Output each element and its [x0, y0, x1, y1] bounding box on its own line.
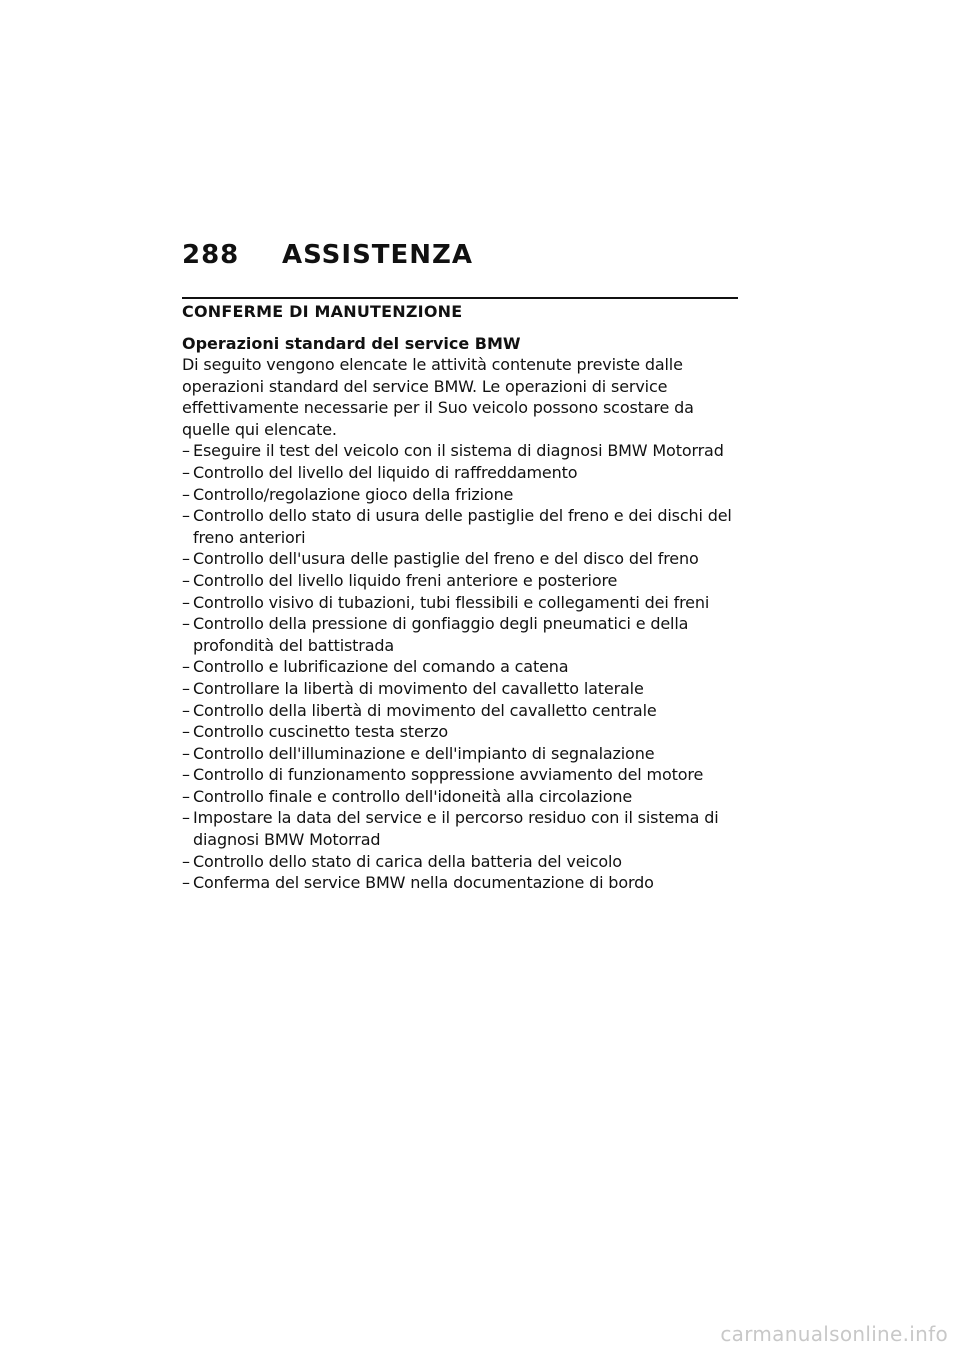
page-number: 288	[182, 240, 240, 270]
task-list-item	[182, 570, 738, 592]
task-text: Controllo cuscinetto testa sterzo	[193, 722, 448, 742]
task-text: Controllo e lubrificazione del comando a catena	[193, 657, 569, 677]
task-list-item	[182, 505, 738, 548]
task-list-item	[182, 851, 738, 873]
task-list-item	[182, 807, 738, 850]
task-list-item	[182, 700, 738, 722]
dash-bullet: –	[182, 484, 190, 504]
task-text: Controllo/regolazione gioco della frizione	[193, 484, 514, 504]
task-text: Controllo visivo di tubazioni, tubi flessibili e collegamenti dei freni	[193, 592, 710, 612]
task-text: Controllo dello stato di carica della batteria del veicolo	[193, 851, 622, 871]
subsection-title: Operazioni standard del service BMW	[182, 334, 521, 353]
task-list-item	[182, 548, 738, 570]
task-text: Controllo della pressione di gonfiaggio degli pneumatici e della profondità del battistrada	[193, 614, 689, 655]
task-list-item	[182, 678, 738, 700]
dash-bullet: –	[182, 851, 190, 871]
task-text: Controllo del livello del liquido di raffreddamento	[193, 462, 578, 482]
watermark-text: carmanualsonline.info	[720, 1322, 948, 1346]
task-list-item	[182, 656, 738, 678]
task-list-item	[182, 613, 738, 656]
dash-bullet: –	[182, 700, 190, 720]
task-list-item	[182, 484, 738, 506]
task-text: Controllo del livello liquido freni anteriore e posteriore	[193, 570, 618, 590]
dash-bullet: –	[182, 722, 190, 742]
task-text: Conferma del service BMW nella documentazione di bordo	[193, 873, 654, 893]
dash-bullet: –	[182, 808, 190, 828]
task-text: Controllo dell'illuminazione e dell'impianto di segnalazione	[193, 743, 655, 763]
task-text: Controllo dello stato di usura delle pastiglie del freno e dei dischi del freno anteriori	[193, 506, 732, 547]
page-header	[182, 240, 738, 280]
task-text: Controllo finale e controllo dell'idoneità alla circolazione	[193, 786, 633, 806]
dash-bullet: –	[182, 570, 190, 590]
task-list-item	[182, 872, 738, 894]
dash-bullet: –	[182, 765, 190, 785]
dash-bullet: –	[182, 549, 190, 569]
dash-bullet: –	[182, 462, 190, 482]
maintenance-task-list	[182, 440, 738, 893]
task-list-item	[182, 786, 738, 808]
task-list-item	[182, 592, 738, 614]
dash-bullet: –	[182, 786, 190, 806]
task-list-item	[182, 764, 738, 786]
task-list-item	[182, 743, 738, 765]
manual-page	[182, 240, 738, 894]
dash-bullet: –	[182, 592, 190, 612]
task-list-item	[182, 462, 738, 484]
dash-bullet: –	[182, 678, 190, 698]
task-text: Controllo dell'usura delle pastiglie del freno e del disco del freno	[193, 549, 699, 569]
intro-paragraph: Di seguito vengono elencate le attività contenute previste dalle operazioni standard del service BMW. Le operazioni di service effettivamente necessarie per il Suo veicolo possono scostare da quelle qui elencate.	[182, 355, 694, 439]
section-title: CONFERME DI MANUTENZIONE	[182, 297, 738, 323]
task-text: Impostare la data del service e il percorso residuo con il sistema di diagnosi BMW Motorrad	[193, 808, 719, 850]
dash-bullet: –	[182, 441, 190, 461]
dash-bullet: –	[182, 506, 190, 526]
task-list-item	[182, 721, 738, 743]
dash-bullet: –	[182, 657, 190, 677]
task-text: Eseguire il test del veicolo con il sistema di diagnosi BMW Motorrad	[193, 441, 724, 461]
task-text: Controllo di funzionamento soppressione avviamento del motore	[193, 765, 704, 785]
dash-bullet: –	[182, 614, 190, 634]
dash-bullet: –	[182, 743, 190, 763]
chapter-title: ASSISTENZA	[282, 240, 474, 270]
dash-bullet: –	[182, 873, 190, 893]
task-list-item	[182, 440, 738, 462]
task-text: Controllare la libertà di movimento del cavalletto laterale	[193, 678, 644, 698]
task-text: Controllo della libertà di movimento del cavalletto centrale	[193, 700, 657, 720]
